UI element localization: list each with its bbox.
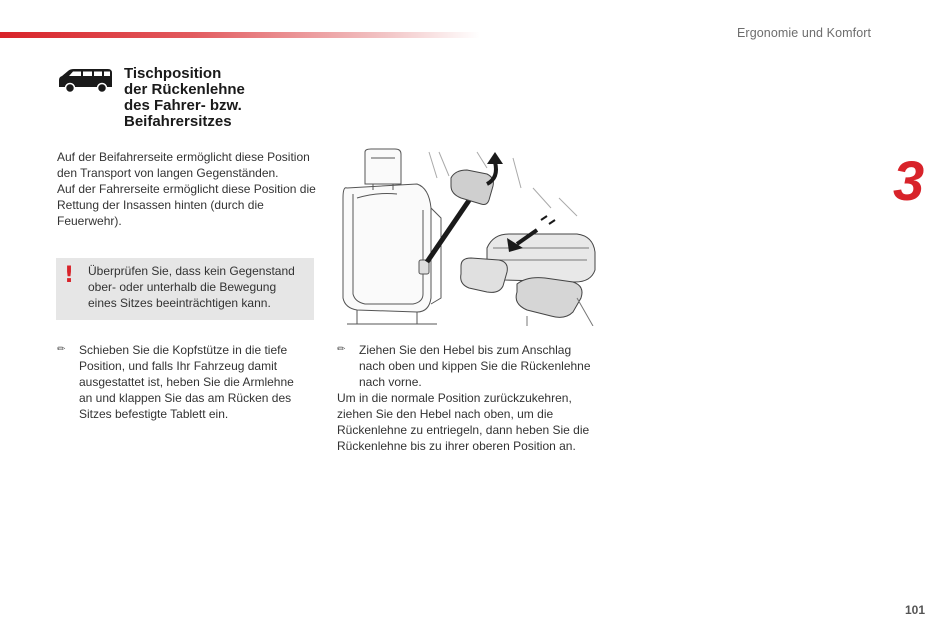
intro-text	[57, 149, 322, 229]
step-text: Ziehen Sie den Hebel bis zum Anschlag nach oben und kippen Sie die Rückenlehne nach vorne.	[359, 343, 591, 389]
warning-text: Überprüfen Sie, dass kein Gegenstand ober- oder unterhalb die Bewegung eines Sitzes beeinträchtigen kann.	[88, 264, 295, 310]
warning-icon: !	[64, 263, 75, 288]
header-accent-bar	[0, 32, 480, 38]
van-icon	[56, 68, 114, 94]
instruction-step	[57, 342, 307, 422]
pencil-icon: ✏	[57, 344, 66, 355]
title-line: der Rückenlehne	[124, 81, 245, 98]
step-note: Um in die normale Position zurückzukehren, ziehen Sie den Hebel nach oben, um die Rückenlehne zu entriegeln, dann heben Sie die Rückenlehne bis zu ihrer oberen Position an.	[337, 391, 590, 453]
page-number: 101	[905, 603, 926, 617]
section-title: Ergonomie und Komfort	[737, 26, 872, 40]
seat-folding-illustration	[337, 148, 599, 326]
pencil-icon: ✏	[337, 344, 346, 355]
intro-paragraph: Auf der Beifahrerseite ermöglicht diese Position den Transport von langen Gegenständen.	[57, 150, 310, 180]
chapter-number: 3	[893, 149, 925, 212]
warning-box	[56, 258, 314, 320]
title-line: des Fahrer- bzw.	[124, 97, 242, 114]
title-line: Beifahrersitzes	[124, 113, 232, 130]
intro-paragraph: Auf der Fahrerseite ermöglicht diese Position die Rettung der Insassen hinten (durch die Feuerwehr).	[57, 182, 316, 228]
article-title	[124, 66, 284, 130]
instruction-step	[337, 342, 599, 390]
step-text: Schieben Sie die Kopfstütze in die tiefe Position, und falls Ihr Fahrzeug damit ausgestattet ist, heben Sie die Armlehne an und klappen Sie das am Rücken des Sitzes befestigte Tablett ein.	[79, 343, 294, 421]
title-line: Tischposition	[124, 65, 222, 82]
